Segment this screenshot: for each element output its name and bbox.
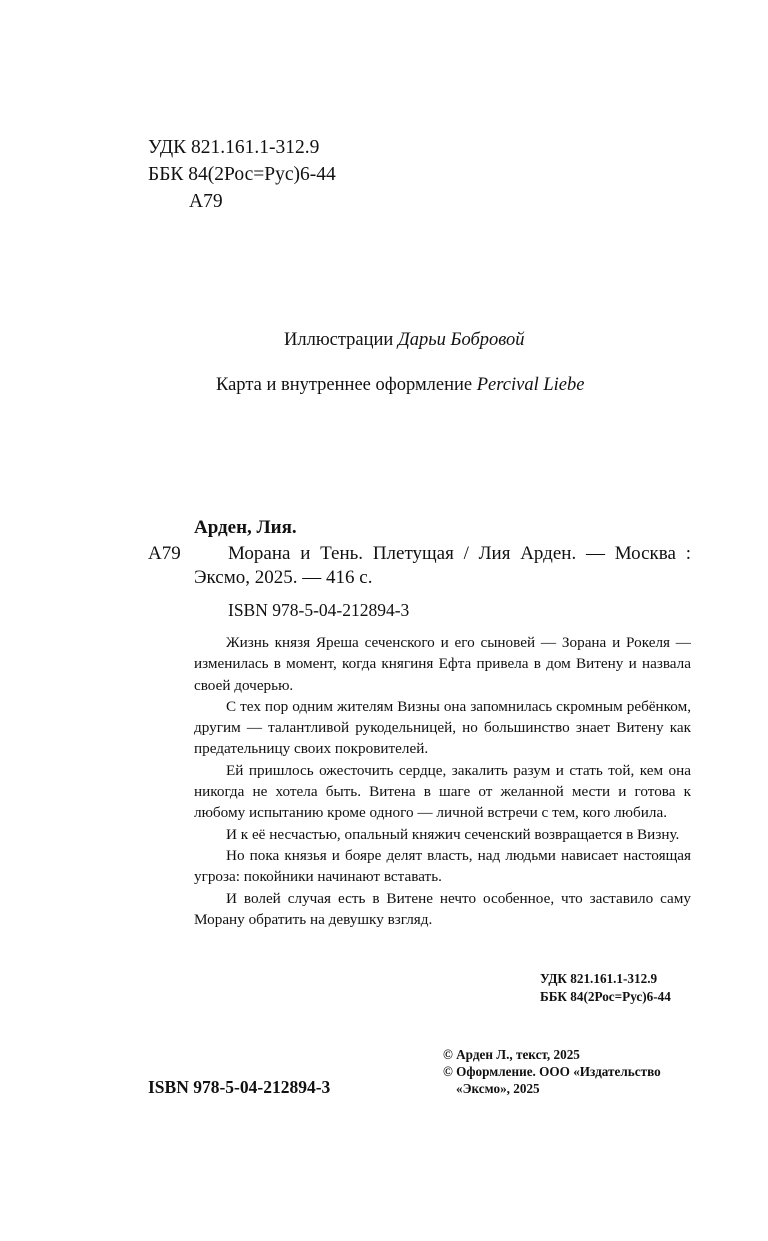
- author-mark: А79: [189, 191, 223, 212]
- annotation-paragraph: Ей пришлось ожесточить сердце, закалить разум и стать той, кем она никогда не хотела быть. Витена в шаге от желанной мести и готова к любому испытанию кроме одного — личной встречи с тем, кого любила.: [194, 761, 691, 822]
- annotation-paragraph: Но пока князья и бояре делят власть, над людьми нависает настоящая угроза: покойники начинают вставать.: [194, 846, 691, 886]
- copyright-text-line: © Арден Л., текст, 2025: [443, 1047, 580, 1062]
- annotation-paragraph: И к её несчастью, опальный княжич сеченский возвращается в Визну.: [226, 825, 680, 843]
- biblio-title-line: Морана и Тень. Плетущая / Лия Арден. — Москва :: [228, 543, 691, 564]
- design-name: Percival Liebe: [476, 375, 585, 395]
- illustrations-credit: [284, 330, 525, 351]
- annotation: [194, 632, 691, 930]
- annotation-paragraph: И волей случая есть в Витене нечто особенное, что заставило саму Морану обратить на девушку взгляд.: [194, 889, 691, 928]
- copyright-publisher-line: «Эксмо», 2025: [456, 1081, 540, 1096]
- annotation-paragraph: Жизнь князя Яреша сеченского и его сыновей — Зорана и Рокеля — изменилась в момент, когда княгиня Ефта привела в дом Витену и назвала своей дочерью.: [194, 634, 691, 694]
- biblio-publisher-line: Эксмо, 2025. — 416 с.: [194, 567, 373, 588]
- biblio-mark: А79: [148, 543, 181, 564]
- biblio-isbn: ISBN 978-5-04-212894-3: [228, 600, 410, 620]
- copyright-design-line: © Оформление. ООО «Издательство: [443, 1064, 661, 1079]
- footer-bbk-code: ББК 84(2Рос=Рус)6-44: [540, 989, 671, 1004]
- footer-udk-code: УДК 821.161.1-312.9: [540, 971, 658, 986]
- bbk-code: ББК 84(2Рос=Рус)6-44: [148, 164, 336, 185]
- illustrations-name: Дарьи Бобровой: [397, 330, 525, 350]
- isbn-footer: ISBN 978-5-04-212894-3: [148, 1077, 331, 1097]
- udk-code: УДК 821.161.1-312.9: [148, 137, 320, 158]
- illustrations-label: Иллюстрации: [284, 330, 394, 350]
- annotation-paragraph: С тех пор одним жителям Визны она запомнилась скромным ребёнком, другим — талантливой рукодельницей, но большинство знает Витену как предательницу своих покровителей.: [194, 697, 691, 758]
- design-credit: [216, 375, 584, 396]
- design-label: Карта и внутреннее оформление: [216, 375, 473, 395]
- author-heading: Арден, Лия.: [194, 517, 297, 538]
